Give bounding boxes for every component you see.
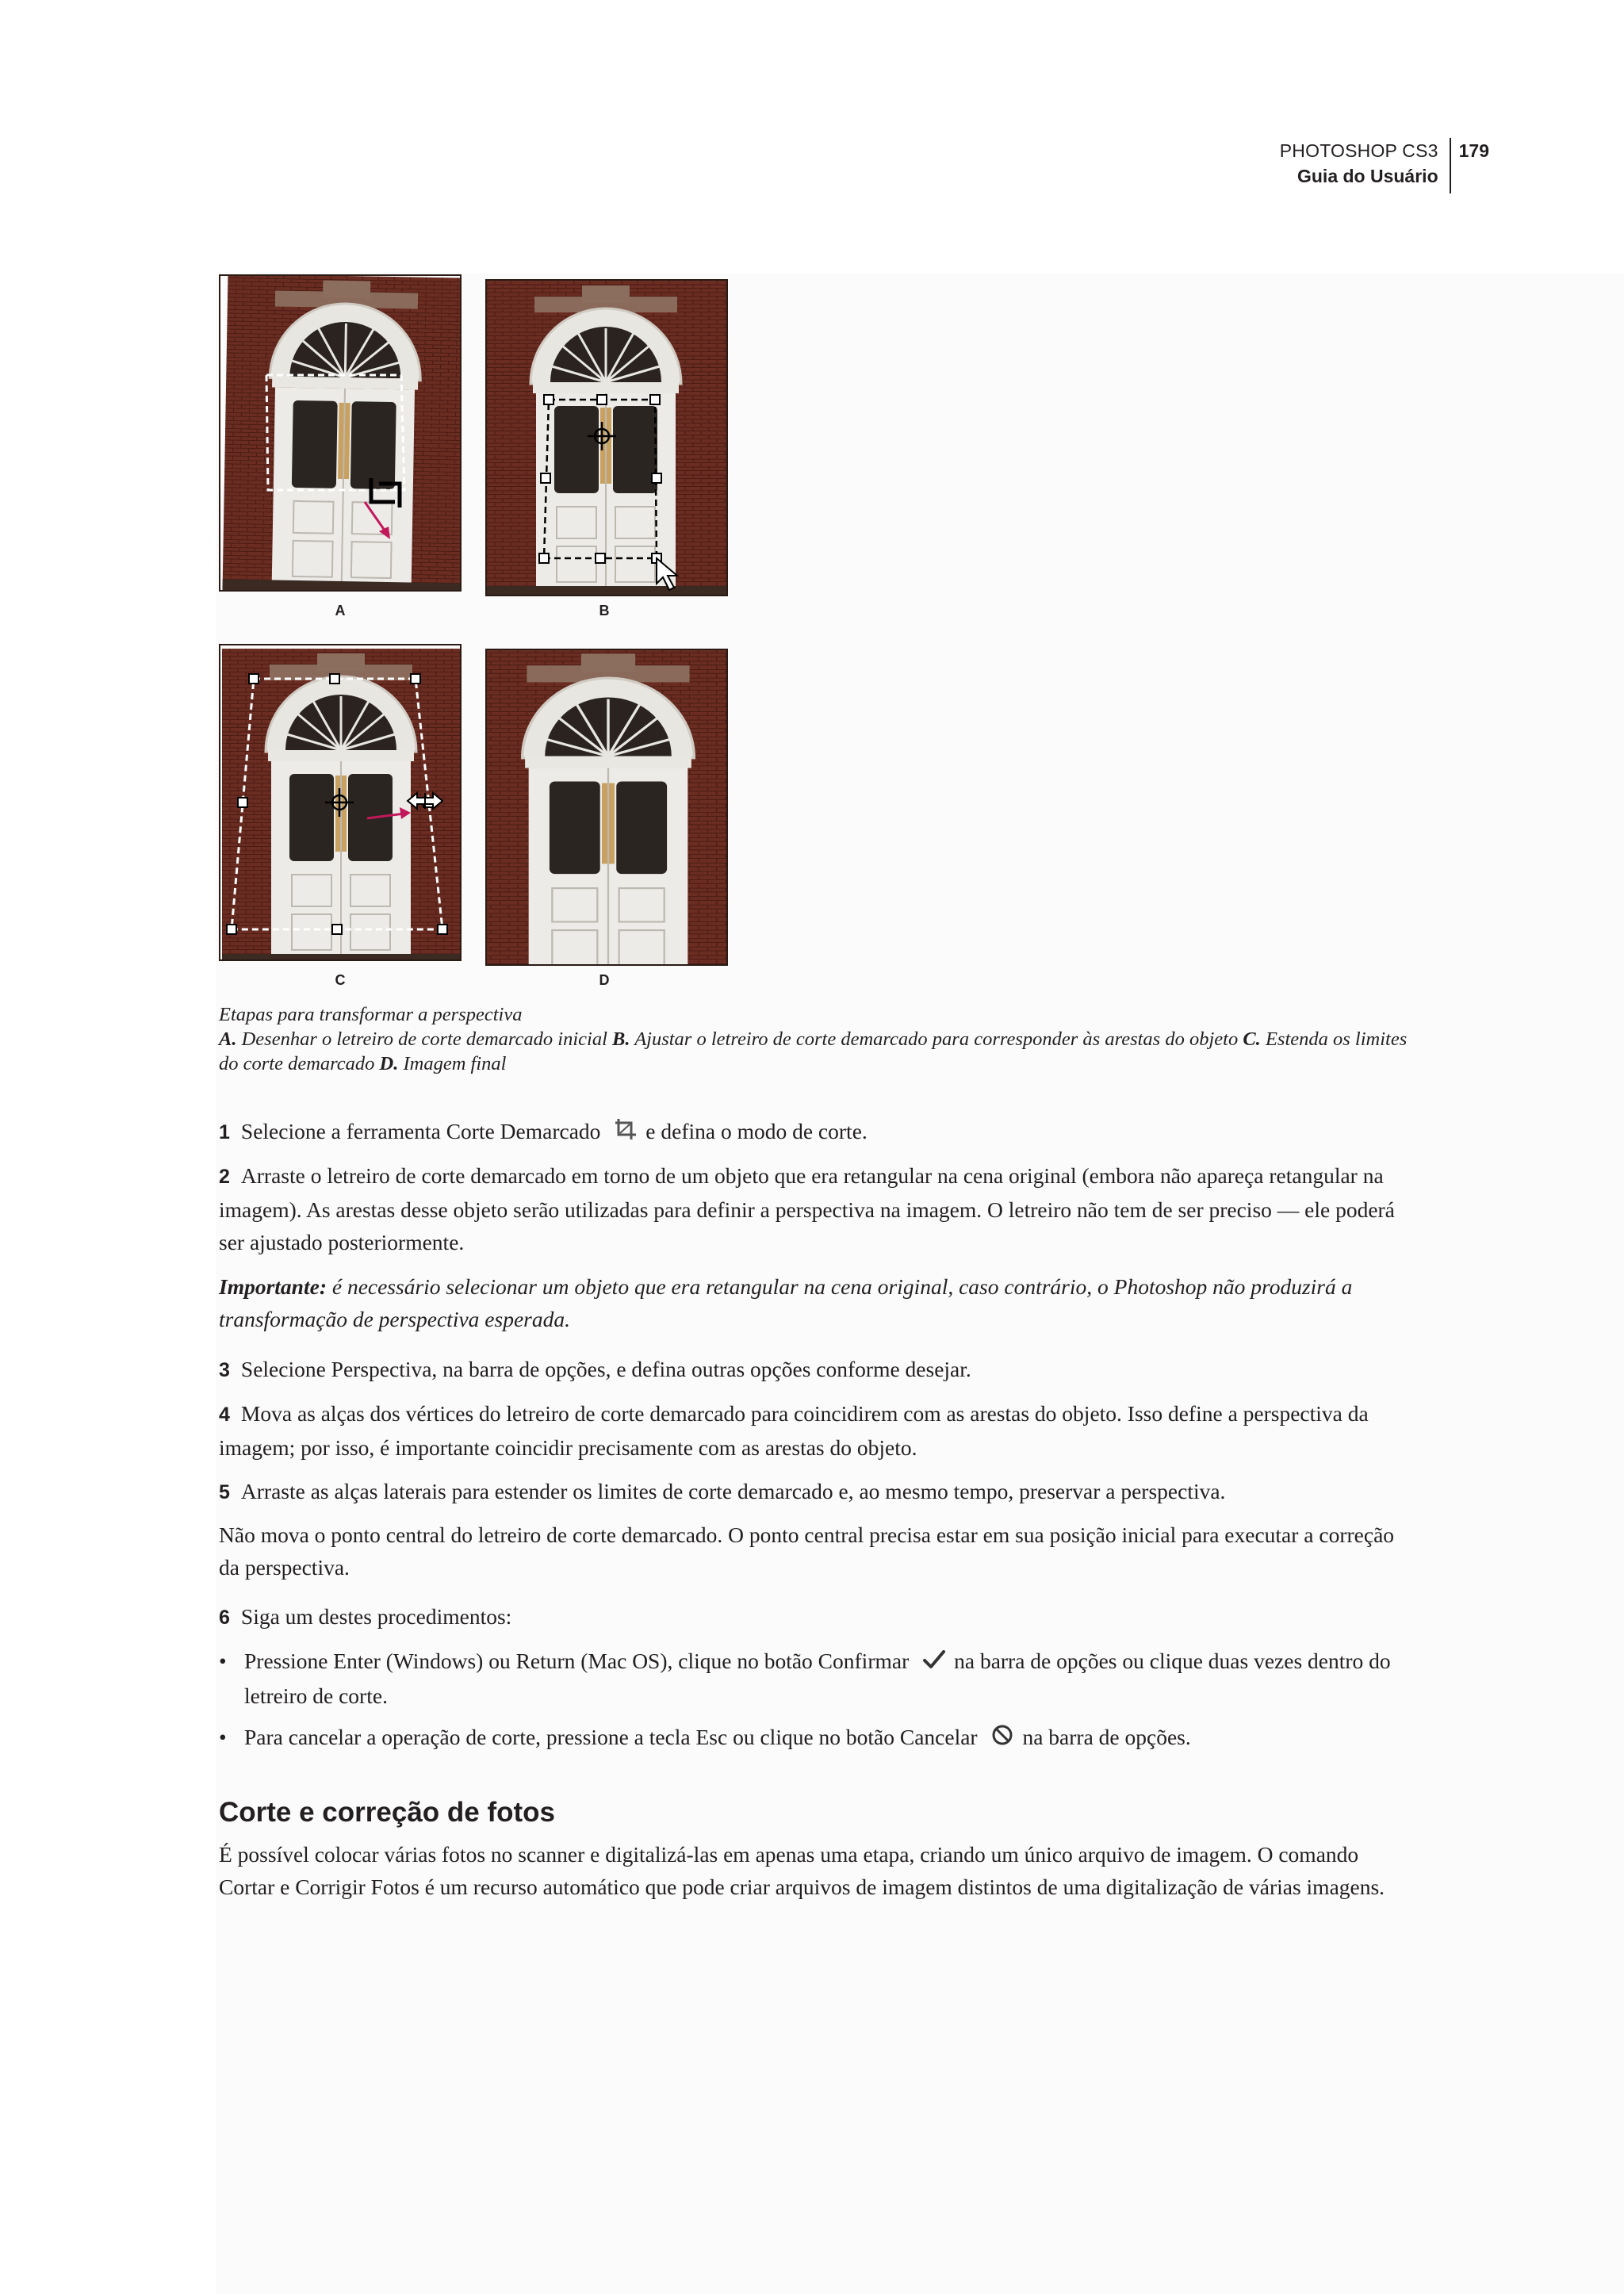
important-note — [219, 1270, 1408, 1335]
step-5 — [219, 1475, 1408, 1509]
caption-key-b: B. — [612, 1028, 630, 1050]
caption-text-d: Imagem final — [398, 1053, 507, 1074]
bullet-marker: • — [219, 1649, 227, 1673]
checkmark-icon — [922, 1647, 946, 1679]
step-text: Arraste o letreiro de corte demarcado em torno de um objeto que era retangular na cena original (embora não apareça retangular na imagem). As arestas desse objeto serão utilizadas para definir a perspectiva na imagem. O letreiro não tem de ser preciso — ele poderá ser ajustado posteriormente. — [219, 1163, 1395, 1254]
bullet-text: Pressione Enter (Windows) ou Return (Mac OS), clique no botão Confirmar — [244, 1649, 910, 1673]
section-heading: Corte e correção de fotos — [219, 1797, 555, 1828]
figure-label-c: C — [335, 972, 346, 988]
important-text: é necessário selecionar um objeto que era retangular na cena original, caso contrário, o Photoshop não produzirá a transformação de perspectiva esperada. — [219, 1274, 1353, 1331]
step-number: 3 — [219, 1359, 230, 1381]
step-number: 6 — [219, 1607, 230, 1629]
caption-text-a: Desenhar o letreiro de corte demarcado inicial — [236, 1028, 613, 1050]
caption-key-d: D. — [379, 1053, 399, 1074]
guide-title: Guia do Usuário — [1297, 166, 1438, 186]
figure-label-b: B — [599, 603, 610, 618]
step-note: Não mova o ponto central do letreiro de corte demarcado. O ponto central precisa estar em sua posição inicial para executar a correção da perspectiva. — [219, 1522, 1395, 1580]
caption-title: Etapas para transformar a perspectiva — [219, 1004, 523, 1025]
bullet-item-confirm — [219, 1645, 1408, 1712]
crop-tool-icon — [614, 1117, 638, 1150]
step-number: 1 — [219, 1121, 230, 1143]
step-number: 2 — [219, 1166, 230, 1188]
bullet-item-cancel — [219, 1721, 1408, 1756]
step-6 — [219, 1600, 1408, 1634]
step-2 — [219, 1159, 1408, 1258]
product-name: PHOTOSHOP CS3 — [1279, 140, 1438, 161]
step-number: 5 — [219, 1481, 230, 1503]
page-header — [1280, 138, 1489, 193]
page-number: 179 — [1458, 140, 1489, 161]
figure-image-a — [219, 274, 462, 592]
important-label: Importante: — [219, 1274, 327, 1299]
step-text: Mova as alças dos vértices do letreiro de corte demarcado para coincidirem com as arestas do objeto. Isso define a perspectiva da imagem; por isso, é importante coincidir precisamente com as arestas do objeto. — [219, 1401, 1369, 1460]
figure-caption — [219, 1002, 1408, 1076]
caption-text-b: Ajustar o letreiro de corte demarcado para corresponder às arestas do objeto — [630, 1028, 1243, 1050]
caption-text-c: Estenda os limites do corte demarcado — [219, 1028, 1408, 1074]
step-text: Selecione a ferramenta Corte Demarcado — [240, 1119, 601, 1143]
figure-image-d — [485, 649, 728, 966]
figure-image-b — [485, 279, 728, 596]
figure-label-a: A — [335, 603, 346, 618]
step-1 — [219, 1115, 1408, 1150]
figure-label-d: D — [599, 972, 610, 988]
step-text: Siga um destes procedimentos: — [240, 1604, 512, 1629]
figure-image-c — [219, 644, 462, 961]
caption-key-c: C. — [1243, 1028, 1261, 1050]
cancel-icon — [990, 1723, 1014, 1756]
section-paragraph: É possível colocar várias fotos no scanner e digitalizá-las em apenas uma etapa, criando um único arquivo de imagem. O comando Cortar e Corrigir Fotos é um recurso automático que pode criar arquivos de imagem distintos de uma digitalização de várias imagens. — [219, 1842, 1385, 1899]
step-text: Selecione Perspectiva, na barra de opções, e defina outras opções conforme desejar. — [240, 1357, 971, 1381]
step-text: Arraste as alças laterais para estender os limites de corte demarcado e, ao mesmo tempo, preservar a perspectiva. — [240, 1479, 1226, 1503]
step-4 — [219, 1397, 1408, 1464]
step-3 — [219, 1353, 1408, 1387]
step-text-cont: e defina o modo de corte. — [645, 1119, 868, 1143]
step-number: 4 — [219, 1404, 230, 1426]
bullet-text-cont: na barra de opções ou clique duas vezes dentro do letreiro de corte. — [244, 1649, 1391, 1709]
caption-key-a: A. — [219, 1028, 237, 1050]
bullet-marker: • — [219, 1725, 227, 1749]
bullet-text-cont: na barra de opções. — [1022, 1725, 1191, 1749]
bullet-text: Para cancelar a operação de corte, pressione a tecla Esc ou clique no botão Cancelar — [244, 1725, 978, 1749]
